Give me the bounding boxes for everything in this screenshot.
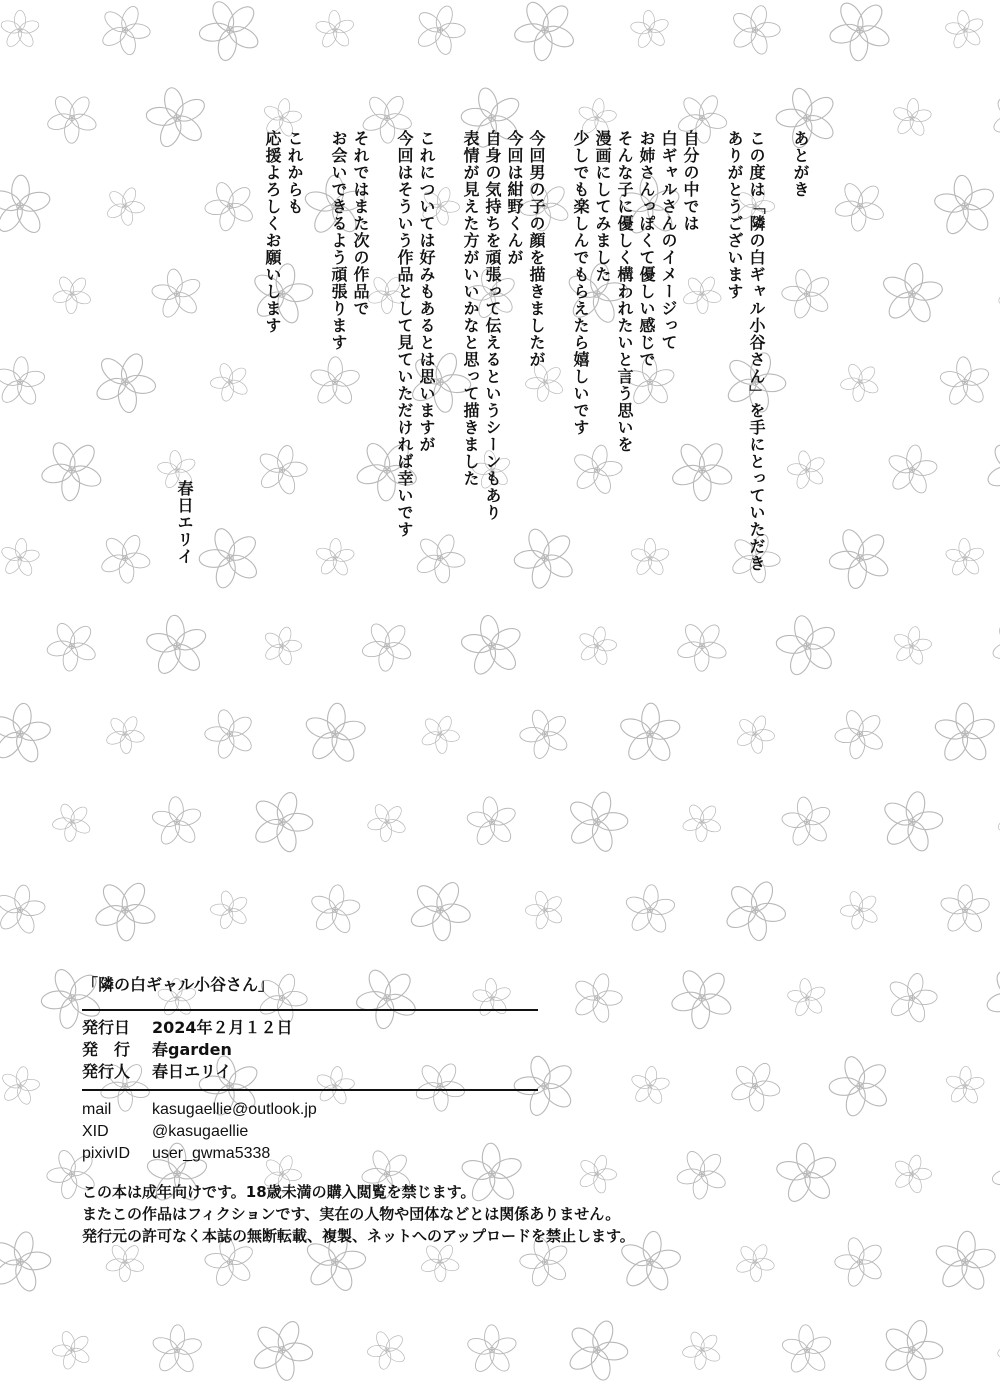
blossom-icon [982, 610, 1000, 681]
afterword-column: 自身の気持ちを頑張って伝えるというシーンもあり [483, 130, 502, 521]
blossom-icon [91, 0, 159, 63]
issuer-row: 発行人 春日エリイ [82, 1062, 232, 1081]
blossom-icon [728, 708, 781, 760]
blossom-icon [674, 1322, 730, 1378]
blossom-icon [28, 426, 116, 514]
blossom-icon [300, 701, 369, 767]
blossom-icon [250, 439, 313, 501]
blossom-icon [0, 1224, 59, 1299]
blossom-icon [989, 1322, 1000, 1378]
blossom-icon [874, 785, 950, 859]
blossom-icon [990, 267, 1000, 321]
blossom-icon [723, 0, 788, 61]
afterword-column: この度は「隣の白ギャル小谷さん」を手にとっていただき [747, 130, 766, 572]
blossom-icon [781, 971, 834, 1025]
blossom-icon [501, 0, 589, 74]
blossom-icon [872, 1310, 952, 1388]
blossom-icon [509, 698, 581, 770]
publish-date-row: 発行日 2024年２月１２日 [82, 1018, 293, 1037]
blossom-icon [617, 702, 683, 765]
blossom-icon [407, 0, 473, 62]
blossom-icon [772, 258, 843, 329]
afterword-column: 自分の中では [681, 130, 700, 232]
blossom-icon [186, 0, 274, 74]
blossom-icon [359, 794, 415, 850]
blossom-icon [36, 610, 108, 682]
blossom-icon [816, 0, 904, 74]
blossom-icon [244, 257, 320, 331]
blossom-icon [98, 180, 151, 232]
blossom-icon [817, 1042, 904, 1130]
blossom-icon [501, 514, 589, 602]
blossom-icon [150, 1324, 204, 1376]
blossom-icon [556, 1309, 638, 1389]
blossom-icon [397, 867, 483, 952]
blossom-icon [824, 698, 896, 770]
pixiv-id[interactable]: user_gwma5338 [152, 1145, 271, 1162]
afterword-column: これについては好みもあるとは思いますが [417, 130, 436, 453]
blossom-icon [630, 538, 671, 577]
blossom-icon [674, 266, 729, 321]
blossom-icon [406, 524, 475, 592]
publisher-row: 発 行 春garden [82, 1040, 232, 1059]
blossom-icon [359, 1322, 415, 1378]
age-notice: この本は成年向けです。18歳未満の購入閲覧を禁じます。 [82, 1183, 476, 1201]
blossom-icon [0, 10, 40, 49]
blossom-icon [773, 787, 842, 857]
blossom-icon [413, 707, 467, 760]
blossom-icon [135, 75, 220, 161]
blossom-icon [0, 699, 56, 768]
blossom-icon [82, 867, 169, 953]
afterword-column: 白ギャルさんのイメージって [659, 130, 678, 351]
contact-info [82, 1099, 782, 1165]
blossom-icon [351, 610, 423, 682]
book-title: 「隣の白ギャル小谷さん」 [82, 975, 275, 994]
blossom-icon [459, 788, 526, 857]
blossom-icon [940, 532, 991, 584]
blossom-icon [930, 1229, 999, 1295]
blossom-icon [877, 260, 948, 328]
blossom-icon [981, 1138, 1000, 1210]
blossom-icon [44, 794, 100, 850]
afterword-column: 応援よろしくお願いします [263, 130, 282, 334]
afterword-column: 漫画にしてみました [593, 130, 612, 283]
afterword-column: 少しでも楽しんでもらえたら嬉しいです [571, 130, 590, 436]
afterword-column: それではまた次の作品で [351, 130, 370, 317]
blossom-icon [888, 623, 935, 669]
blossom-icon [624, 3, 676, 56]
legal-notices [82, 1181, 782, 1247]
blossom-icon [824, 170, 896, 242]
afterword-column: これからも [285, 130, 304, 215]
blossom-icon [832, 354, 888, 410]
blossom-icon [202, 354, 258, 410]
blossom-icon [989, 794, 1000, 849]
blossom-icon [882, 441, 942, 498]
afterword-column: 今回は紺野くんが [505, 130, 524, 266]
copyright-notice: 発行元の許可なく本誌の無断転載、複製、ネットへのアップロードを禁止します。 [82, 1227, 635, 1245]
blossom-icon [460, 1317, 524, 1383]
blossom-icon [832, 882, 888, 938]
x-handle[interactable]: @kasugaellie [152, 1123, 249, 1140]
blossom-icon [0, 174, 53, 237]
blossom-icon [765, 603, 850, 689]
blossom-icon [880, 967, 943, 1029]
blossom-icon [44, 266, 100, 322]
blossom-icon [194, 170, 266, 242]
blossom-icon [887, 1149, 937, 1198]
blossom-icon [187, 514, 274, 602]
blossom-icon [974, 427, 1000, 513]
blossom-icon [932, 348, 998, 416]
blossom-icon [713, 868, 798, 951]
blossom-icon [517, 882, 572, 938]
divider [82, 1089, 538, 1091]
blossom-icon [306, 882, 364, 938]
blossom-icon [308, 356, 361, 407]
blossom-icon [573, 622, 622, 669]
blossom-icon [924, 164, 1000, 248]
blossom-icon [939, 3, 992, 57]
blossom-icon [0, 1063, 44, 1109]
afterword-column: お姉さんっぽくて優しい感じで [637, 130, 656, 368]
blossom-icon [83, 340, 168, 423]
blossom-icon [144, 788, 210, 855]
afterword-column: お会いできるよう頑張ります [329, 130, 348, 351]
afterword-column: そんな子に優しく構われたいと言う思いを [615, 130, 634, 453]
blossom-icon [143, 259, 212, 329]
divider [82, 1009, 538, 1011]
blossom-icon [310, 4, 361, 56]
blossom-icon [0, 881, 50, 939]
blossom-icon [774, 1316, 840, 1383]
blossom-icon [944, 1065, 987, 1106]
blossom-icon [982, 83, 1000, 152]
blossom-icon [659, 426, 746, 513]
blossom-icon [890, 97, 934, 139]
afterword-column: 今回男の子の顔を描きましたが [527, 130, 546, 368]
blossom-icon [36, 82, 108, 153]
mail-address[interactable]: kasugaellie@outlook.jp [152, 1101, 317, 1118]
blossom-icon [451, 603, 534, 688]
pixiv-id-row: pixivID user_gwma5338 [82, 1145, 271, 1162]
blossom-icon [938, 884, 991, 935]
colophon [82, 972, 782, 1247]
blossom-icon [240, 1309, 324, 1391]
fiction-notice: またこの作品はフィクションです、実在の人物や団体などとは関係ありません。 [82, 1205, 621, 1223]
blossom-icon [666, 610, 738, 681]
blossom-icon [674, 794, 730, 850]
blossom-icon [195, 698, 266, 770]
blossom-icon [622, 883, 678, 936]
afterword-column: 今回はそういう作品として見ていただければ幸いです [395, 130, 414, 538]
blossom-icon [558, 784, 636, 860]
blossom-icon [926, 694, 1000, 774]
blossom-icon [825, 1226, 896, 1298]
x-id-row: XID @kasugaellie [82, 1123, 249, 1140]
afterword-column: 表情が見えた方がいいかなと思って描きました [461, 130, 480, 487]
blossom-icon [973, 954, 1000, 1041]
blossom-icon [136, 604, 218, 687]
publication-info [82, 1017, 782, 1083]
blossom-icon [257, 621, 307, 670]
mail-row: mail kasugaellie@outlook.jp [82, 1101, 317, 1118]
blossom-icon [98, 707, 153, 761]
blossom-icon [314, 537, 357, 578]
afterword-column: あとがき [791, 130, 810, 198]
blossom-icon [816, 514, 904, 602]
blossom-icon [242, 782, 322, 860]
blossom-icon [780, 442, 834, 497]
afterword-signature: 春日エリイ [175, 480, 194, 565]
blossom-icon [0, 355, 48, 408]
blossom-icon [203, 882, 258, 937]
blossom-icon [44, 1322, 100, 1378]
blossom-icon [90, 523, 160, 592]
afterword-column: ありがとうございます [725, 130, 744, 300]
blossom-icon [0, 536, 42, 579]
